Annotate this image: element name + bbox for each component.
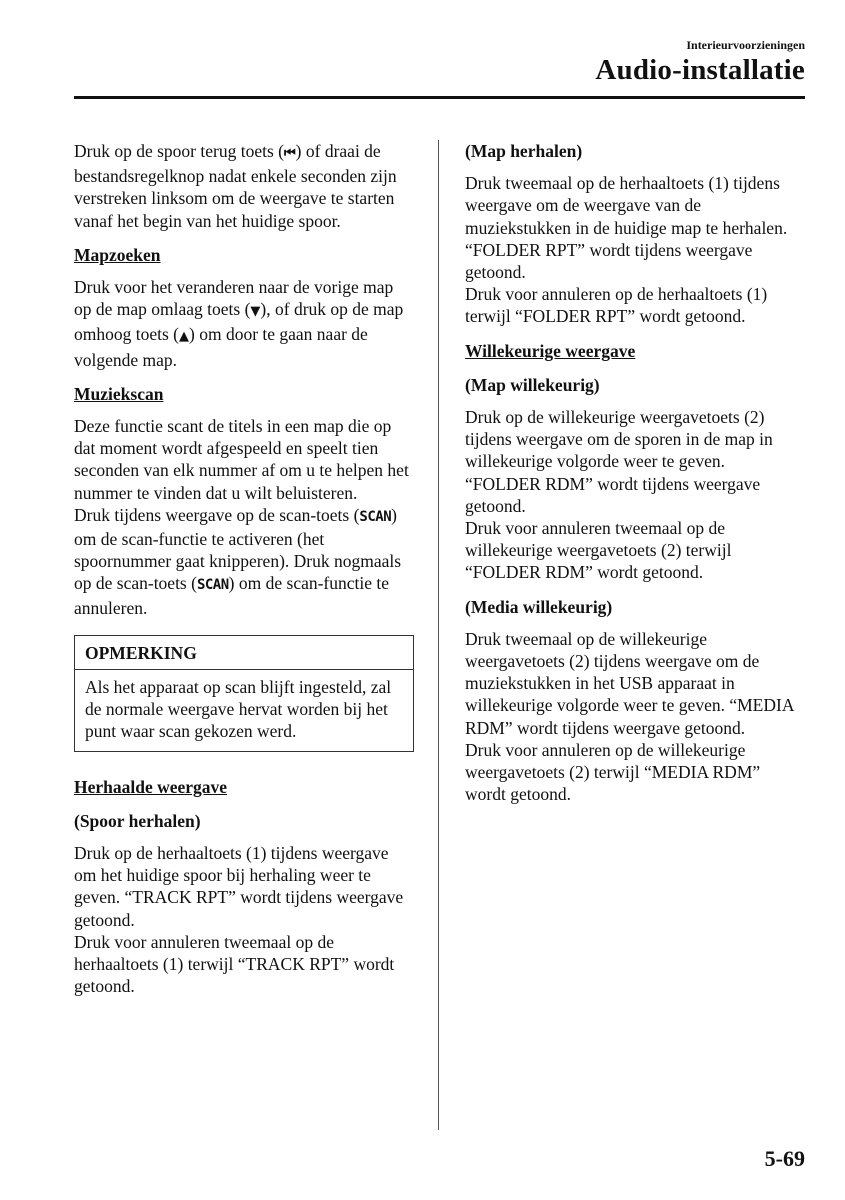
- header-section-label: Interieurvoorzieningen: [686, 38, 805, 52]
- mapzoeken-paragraph: [74, 276, 414, 371]
- map-willekeurig-paragraph-1: Druk op de willekeurige weergavetoets (2) tijdens weergave om de sporen in de map in willekeurige volgorde weer te geven. “FOLDER RDM” wordt tijdens weergave getoond.: [465, 407, 773, 516]
- note-title: OPMERKING: [75, 636, 413, 670]
- intro-paragraph: [74, 140, 414, 232]
- column-divider: [438, 140, 439, 1130]
- scan-text-c: ) om de scan-functie te annuleren.: [74, 573, 390, 618]
- note-box: [74, 635, 414, 752]
- scan-button-icon: SCAN: [359, 508, 392, 525]
- right-column: [465, 140, 805, 805]
- media-willekeurig-paragraph-1: Druk tweemaal op de willekeurige weergavetoets (2) tijdens weergave om de muziekstukken in het USB apparaat in willekeurige volgorde weer te geven. “MEDIA RDM” wordt tijdens weergave getoond.: [465, 628, 794, 738]
- mapzoeken-text-a: Druk voor het veranderen naar de vorige map op de map omlaag toets (: [74, 277, 394, 320]
- page-title: Audio-installatie: [595, 54, 805, 86]
- map-herhalen-paragraph-1: Druk tweemaal op de herhaaltoets (1) tijdens weergave om de weergave van de muziekstukken in de huidige map te herhalen. “FOLDER RPT” wordt tijdens weergave getoond.: [465, 173, 788, 283]
- intro-text-b: ) of draai de bestandsregelknop nadat enkele seconden zijn verstreken linksom om de weergave te starten vanaf het begin van het huidige spoor.: [74, 141, 397, 231]
- heading-map-willekeurig: (Map willekeurig): [465, 374, 600, 395]
- spoor-paragraph-1: Druk op de herhaaltoets (1) tijdens weergave om het huidige spoor bij herhaling weer te geven. “TRACK RPT” wordt tijdens weergave getoond.: [74, 843, 404, 930]
- heading-muziekscan: Muziekscan: [74, 383, 164, 404]
- folder-up-icon: ▲: [179, 329, 189, 345]
- map-willekeurig-paragraph-2: Druk voor annuleren tweemaal op de willekeurige weergavetoets (2) terwijl “FOLDER RDM” wordt getoond.: [465, 518, 732, 583]
- intro-text-a: Druk op de spoor terug toets (: [74, 141, 284, 161]
- folder-down-icon: ▼: [250, 304, 261, 320]
- scan-text-a: Druk tijdens weergave op de scan-toets (: [74, 504, 360, 525]
- scan-text-b: ) om de scan-functie te activeren (het spoornummer gaat knipperen). Druk nogmaals op de scan-toets (: [74, 504, 402, 594]
- left-column: [74, 140, 414, 998]
- note-body: Als het apparaat op scan blijft ingesteld, zal de normale weergave hervat worden bij het punt waar scan gekozen werd.: [85, 677, 392, 742]
- heading-spoor-herhalen: (Spoor herhalen): [74, 810, 201, 831]
- mapzoeken-text-b: ), of druk op de map omhoog toets (: [74, 299, 404, 345]
- media-willekeurig-paragraph-2: Druk voor annuleren op de willekeurige weergavetoets (2) terwijl “MEDIA RDM” wordt getoond.: [465, 739, 761, 805]
- heading-willekeurige-weergave: Willekeurige weergave: [465, 340, 636, 361]
- mapzoeken-text-c: ) om door te gaan naar de volgende map.: [74, 324, 368, 370]
- heading-media-willekeurig: (Media willekeurig): [465, 596, 613, 617]
- scan-button-icon-2: SCAN: [196, 577, 229, 594]
- heading-mapzoeken: Mapzoeken: [74, 244, 161, 265]
- header-rule: [74, 96, 805, 99]
- page-number: 5-69: [764, 1146, 805, 1171]
- map-herhalen-paragraph-2: Druk voor annuleren op de herhaaltoets (1) terwijl “FOLDER RPT” wordt getoond.: [465, 284, 768, 327]
- muziekscan-paragraph-2: [74, 504, 414, 619]
- track-back-icon: ⏮: [283, 146, 296, 161]
- spoor-paragraph-2: Druk voor annuleren tweemaal op de herhaaltoets (1) terwijl “TRACK RPT” wordt getoond.: [74, 931, 395, 997]
- muziekscan-paragraph-1: Deze functie scant de titels in een map die op dat moment wordt afgespeeld en speelt tien seconden van elk nummer af om u te helpen het nummer te vinden dat u wilt beluisteren.: [74, 416, 409, 503]
- heading-map-herhalen: (Map herhalen): [465, 141, 583, 161]
- heading-herhaalde-weergave: Herhaalde weergave: [74, 776, 228, 797]
